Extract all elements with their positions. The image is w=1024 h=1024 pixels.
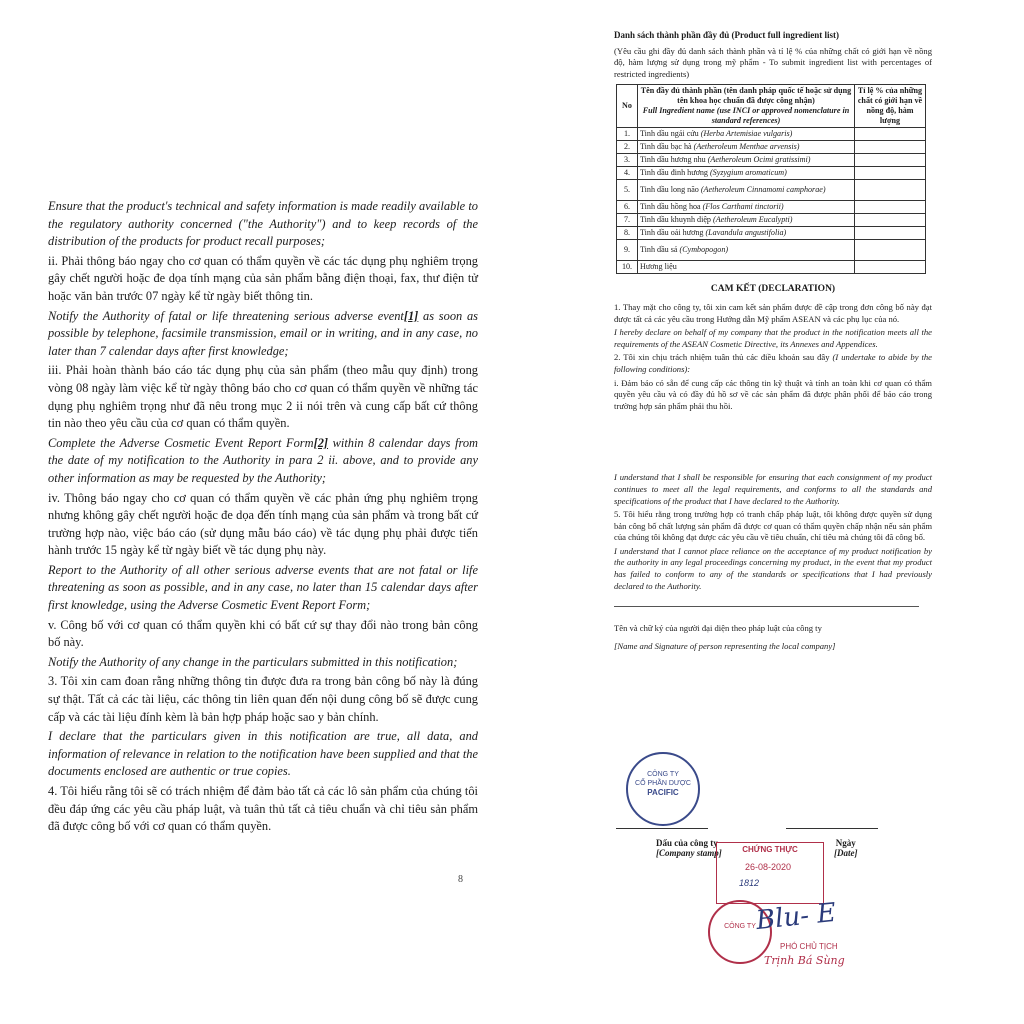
paragraph-en-notify-fatal-text-2: as soon as possible by telephone, facsimile transmission, email or in writing, and in any case, no later than 7 calendar days after first knowledge; bbox=[48, 308, 478, 358]
paragraph-en-notify-fatal-text: Notify the Authority of fatal or life threatening serious adverse event bbox=[48, 308, 404, 323]
declaration-2-vi: 2. Tôi xin chịu trách nhiệm tuân thủ các điều khoản sau đây bbox=[614, 352, 833, 363]
ingredient-vi: Tinh dầu oải hương bbox=[640, 228, 706, 238]
ingredient-vi: Tinh dầu đinh hương bbox=[640, 168, 710, 178]
paragraph-en-serious-events: Report to the Authority of all other serious adverse events that are not fatal or life threatening as soon as possible, and in any case, no later than 15 calendar days after first knowledge, using the Adverse Cosmetic Event Report Form; bbox=[48, 562, 478, 613]
table-row bbox=[617, 167, 926, 180]
cert-title: CHỨNG THỰC bbox=[742, 845, 798, 854]
ingredient-vi: Tinh dầu khuynh diệp bbox=[640, 215, 713, 225]
right-page-text bbox=[614, 30, 932, 654]
stamp-label bbox=[656, 838, 722, 858]
row-ingredient bbox=[638, 180, 855, 201]
col-name-vi: Tên đầy đủ thành phần (tên danh pháp quốc tế hoặc sử dụng tên khoa học chuẩn đã được công nhận) bbox=[640, 86, 852, 106]
table-row bbox=[617, 128, 926, 141]
table-row bbox=[617, 227, 926, 240]
ingredient-vi: Tinh dầu long não bbox=[640, 185, 701, 195]
ingredient-scientific: (Aetheroleum Cinnamomi camphorae) bbox=[700, 185, 826, 195]
date-label bbox=[834, 838, 858, 858]
row-number: 1. bbox=[617, 128, 638, 141]
footnote-ref-1[interactable]: [1] bbox=[403, 308, 419, 323]
row-number: 9. bbox=[617, 240, 638, 261]
paragraph-vi-report-form: iii. Phải hoàn thành báo cáo tác dụng phụ của sản phẩm (theo mẫu quy định) trong vòng 08 ngày làm việc kể từ ngày thông báo cho cơ quan có thẩm quyền về những tác dụng phụ nghiêm trọng như đã nêu trong mục 2 ii nói trên và cung cấp bất cứ thông tin nào theo yêu cầu của cơ quan có thẩm quyền. bbox=[48, 363, 478, 431]
company-stamp-line-2: CỔ PHẦN DƯỢC bbox=[635, 780, 691, 787]
ingredient-vi: Tinh dầu sả bbox=[640, 245, 680, 255]
table-row bbox=[617, 201, 926, 214]
declaration-1-en: I hereby declare on behalf of my company that the product in the notification meets all the requirements of the ASEAN Cosmetic Directive, its Annexes and Appendices. bbox=[614, 327, 932, 349]
row-percentage bbox=[855, 180, 926, 201]
row-number: 5. bbox=[617, 180, 638, 201]
col-no: No bbox=[617, 85, 638, 128]
row-number: 2. bbox=[617, 141, 638, 154]
row-percentage bbox=[855, 141, 926, 154]
row-number: 4. bbox=[617, 167, 638, 180]
ingredient-scientific: (Syzygium aromaticum) bbox=[709, 168, 787, 178]
declaration-2-i: i. Đảm bảo có sẵn để cung cấp các thông tin kỹ thuật và tính an toàn khi cơ quan có thẩm quyền yêu cầu và có đầy đủ hồ sơ về các sản phẩm đã được phân phối để bảo cáo trong trường hợp sản phẩm phải thu hồi. bbox=[614, 377, 932, 411]
company-stamp-line-1: CÔNG TY bbox=[647, 771, 679, 778]
row-percentage bbox=[855, 167, 926, 180]
table-row bbox=[617, 154, 926, 167]
signature-label-en: [Name and Signature of person representing the local company] bbox=[614, 640, 836, 651]
row-number: 6. bbox=[617, 201, 638, 214]
signature-divider bbox=[614, 606, 919, 607]
date-label-en: [Date] bbox=[834, 848, 858, 858]
row-percentage bbox=[855, 240, 926, 261]
row-ingredient bbox=[638, 240, 855, 261]
row-percentage bbox=[855, 128, 926, 141]
ingredient-scientific: (Aetheroleum Ocimi gratissimi) bbox=[707, 155, 811, 165]
signer-name: Trịnh Bá Sùng bbox=[764, 954, 845, 967]
signature-scrawl-icon: Blu- E bbox=[754, 897, 838, 937]
paragraph-vi-serious-events: iv. Thông báo ngay cho cơ quan có thẩm quyền về các phản ứng phụ nghiêm trọng nhưng không gây chết người hoặc đe dọa đến tính mạng của sản phẩm và trong bất cứ trường hợp nào, việc báo cáo (sử dụng mẫu báo cáo) về tác dụng phụ phải được tiến hành trước 15 ngày kể từ ngày biết về tác dụng phụ này. bbox=[48, 490, 478, 558]
declaration-2-en: (I undertake to abide by the following conditions): bbox=[614, 352, 932, 374]
stamp-label-en: [Company stamp] bbox=[656, 848, 722, 858]
row-percentage bbox=[855, 154, 926, 167]
table-row bbox=[617, 180, 926, 201]
paragraph-en-notify-fatal bbox=[48, 308, 478, 361]
row-ingredient bbox=[638, 128, 855, 141]
paragraph-vi-notify-fatal: ii. Phải thông báo ngay cho cơ quan có thẩm quyền về các tác dụng phụ nghiêm trọng gây chết người hoặc đe dọa tính mạng của sản phẩm bằng điện thoại, fax, thư điện tử hoặc văn bản trước 07 ngày kể từ ngày biết thông tin. bbox=[48, 253, 478, 303]
ingredient-vi: Tinh dầu ngải cứu bbox=[640, 129, 701, 139]
ingredient-scientific: (Cymbopogon) bbox=[679, 245, 729, 255]
row-number: 3. bbox=[617, 154, 638, 167]
table-row bbox=[617, 141, 926, 154]
col-name-en: Full Ingredient name (use INCI or approved nomenclature in standard references) bbox=[642, 106, 850, 126]
table-header-row bbox=[617, 85, 926, 128]
row-ingredient bbox=[638, 154, 855, 167]
cert-date: 26-08-2020 bbox=[745, 862, 792, 872]
ingredient-vi: Tinh dầu hồng hoa bbox=[640, 202, 703, 212]
ingredient-scientific: (Aetheroleum Eucalypti) bbox=[713, 215, 793, 225]
row-percentage bbox=[855, 201, 926, 214]
declaration-title: CAM KẾT (DECLARATION) bbox=[710, 284, 836, 295]
declaration-5-vi: 5. Tôi hiểu rằng trong trường hợp có tranh chấp pháp luật, tôi không được quyền sử dụng bản công bố chất lượng sản phẩm đã được cơ quan có thẩm quyền chấp nhận nếu sản phẩm của chúng tôi không đạt được các yêu cầu về tiêu chuẩn, chỉ tiêu mà chúng tôi đã công bố. bbox=[614, 509, 932, 543]
left-page-text bbox=[48, 198, 478, 838]
ingredient-rows bbox=[617, 128, 926, 274]
ingredient-list-subtitle: (Yêu cầu ghi đầy đủ danh sách thành phần và tỉ lệ % của những chất có giới hạn về nồng độ, hàm lượng sử dụng trong mỹ phẩm - To submit ingredient list with percentages of restricted ingredients) bbox=[614, 45, 932, 79]
ingredient-list-title: Danh sách thành phần đầy đủ (Product full ingredient list) bbox=[614, 30, 839, 40]
certification-stamp-icon bbox=[716, 842, 824, 904]
ingredient-vi: Hương liệu bbox=[640, 262, 677, 272]
paragraph-en-records: Ensure that the product's technical and safety information is made readily available to the regulatory authority concerned ("the Authority") and to keep records of the distribution of the products for product recall purposes; bbox=[48, 199, 478, 249]
row-number: 8. bbox=[617, 227, 638, 240]
declaration-1-vi: 1. Thay mặt cho công ty, tôi xin cam kết sản phẩm được đề cập trong đơn công bố này đạt được tất cả các yêu cầu trong Hướng dẫn Mỹ phẩm ASEAN và các phụ lục của nó. bbox=[614, 301, 932, 324]
signature-label-vi: Tên và chữ ký của người đại diện theo pháp luật của công ty bbox=[614, 623, 822, 634]
row-ingredient bbox=[638, 214, 855, 227]
row-percentage bbox=[855, 227, 926, 240]
ingredient-vi: Tinh dầu hương nhu bbox=[640, 155, 708, 165]
row-ingredient bbox=[638, 201, 855, 214]
row-ingredient bbox=[638, 227, 855, 240]
date-label-vi: Ngày bbox=[835, 838, 856, 848]
paragraph-vi-responsibility: 4. Tôi hiểu rằng tôi sẽ có trách nhiệm để đảm bảo tất cả các lô sản phẩm của chúng tôi đều đáp ứng các yêu cầu pháp luật, và tuân thủ tất cả tiêu chuẩn và chỉ tiêu sản phẩm đã được công bố với cơ quan có thẩm quyền. bbox=[48, 784, 478, 834]
signer-title: PHÓ CHỦ TỊCH bbox=[780, 942, 838, 951]
declaration-3-en: I understand that I shall be responsible for ensuring that each consignment of my product continues to meet all the legal requirements, and conforms to all the standards and specifications of the product that I have declared to the Authority. bbox=[614, 472, 932, 506]
paragraph-vi-notify-change: v. Công bố với cơ quan có thẩm quyền khi có bất cứ sự thay đổi nào trong bản công bố này. bbox=[48, 617, 478, 650]
date-line bbox=[786, 828, 878, 829]
ingredient-scientific: (Aetheroleum Menthae arvensis) bbox=[693, 142, 800, 152]
paragraph-en-report-form-text-2: within 8 calendar days from the date of my notification to the Authority in para 2 ii. above, and to provide any other information as may be requested by the Authority; bbox=[48, 435, 478, 485]
table-row bbox=[617, 240, 926, 261]
stamp-label-vi: Dấu của công ty bbox=[656, 838, 718, 848]
col-name bbox=[638, 85, 855, 128]
row-number: 7. bbox=[617, 214, 638, 227]
row-number: 10. bbox=[617, 261, 638, 274]
footnote-ref-2[interactable]: [2] bbox=[313, 435, 329, 450]
row-ingredient bbox=[638, 261, 855, 274]
official-seal-text: CÔNG TY bbox=[724, 923, 756, 930]
ingredient-scientific: (Lavandula angustifolia) bbox=[705, 228, 787, 238]
table-row bbox=[617, 261, 926, 274]
table-row bbox=[617, 214, 926, 227]
paragraph-en-declare-true: I declare that the particulars given in this notification are true, all data, and information of relevance in relation to the notification have been supplied and that the documents enclosed are authentic or true copies. bbox=[48, 729, 478, 779]
col-pct: Tỉ lệ % của những chất có giới hạn về nồng độ, hàm lượng bbox=[855, 85, 926, 128]
ingredient-scientific: (Flos Carthami tinctorii) bbox=[702, 202, 784, 212]
company-stamp-line-3: PACIFIC bbox=[647, 788, 679, 797]
row-percentage bbox=[855, 214, 926, 227]
ingredient-vi: Tinh dầu bạc hà bbox=[640, 142, 694, 152]
paragraph-vi-declare-true: 3. Tôi xin cam đoan rằng những thông tin được đưa ra trong bản công bố này là đúng sự thật. Tất cả các tài liệu, các thông tin liên quan đến nội dung công bố sẽ được cung cấp và các tài liệu đính kèm là bản hợp pháp hoặc sao y bản chính. bbox=[48, 674, 478, 724]
paragraph-en-notify-change: Notify the Authority of any change in the particulars submitted in this notification; bbox=[48, 654, 458, 669]
paragraph-en-report-form-text: Complete the Adverse Cosmetic Event Report Form bbox=[48, 435, 314, 450]
page-number: 8 bbox=[458, 874, 463, 885]
ingredient-table bbox=[616, 84, 926, 274]
row-percentage bbox=[855, 261, 926, 274]
stamp-line bbox=[616, 828, 708, 829]
paragraph-en-report-form bbox=[48, 435, 478, 488]
row-ingredient bbox=[638, 141, 855, 154]
declaration-2 bbox=[614, 352, 932, 375]
row-ingredient bbox=[638, 167, 855, 180]
ingredient-scientific: (Herba Artemisiae vulgaris) bbox=[700, 129, 793, 139]
cert-number: 1812 bbox=[739, 878, 760, 888]
company-stamp-icon bbox=[626, 752, 700, 826]
declaration-5-en: I understand that I cannot place reliance on the acceptance of my product notification by the authority in any legal proceedings concerning my product, in the event that my product has failed to conform to any of the standards or specifications that I had previously declared to the Authority. bbox=[614, 545, 932, 591]
